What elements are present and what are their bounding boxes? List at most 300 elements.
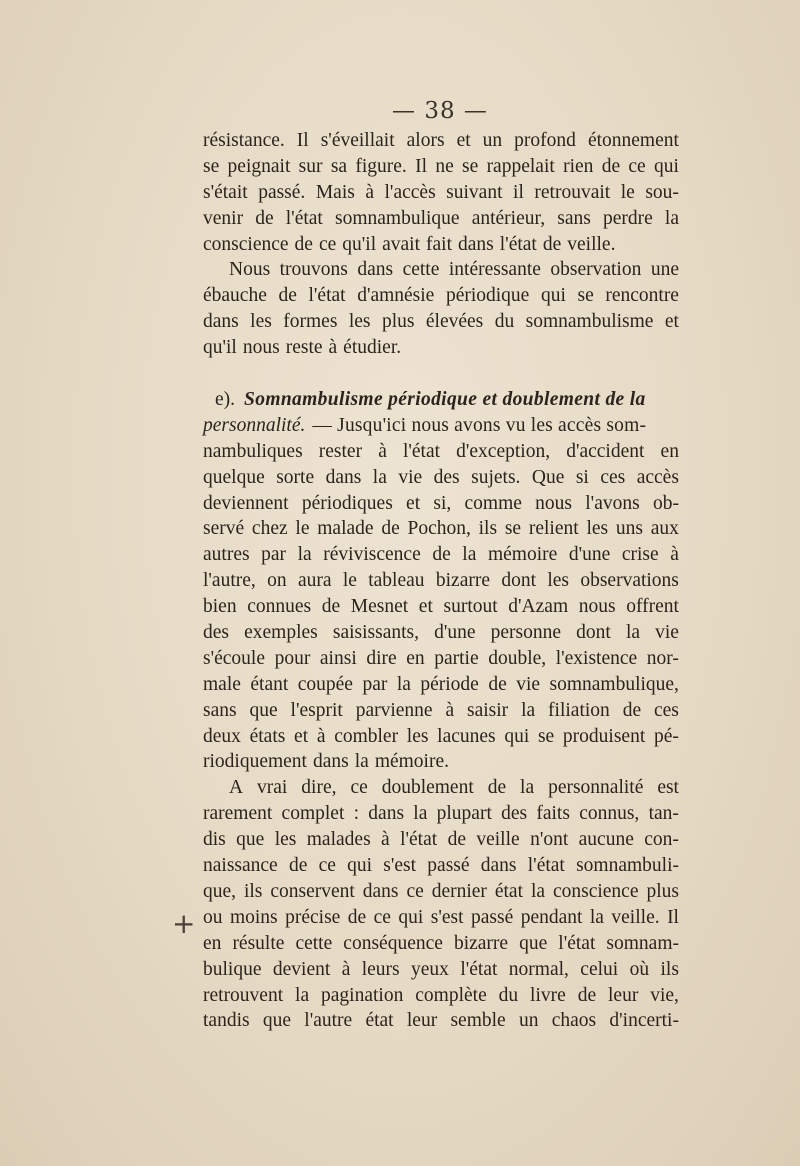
- word: conservent: [270, 880, 355, 902]
- text-line: [203, 957, 679, 983]
- word: doublement: [381, 777, 474, 799]
- word: de: [347, 906, 367, 928]
- word: conscience: [552, 880, 639, 902]
- word: l'état: [308, 285, 346, 307]
- word: partie: [434, 647, 479, 669]
- word: Il: [296, 130, 309, 151]
- paragraph-3: [203, 387, 679, 775]
- word: n'ont: [530, 829, 569, 851]
- word: sa: [330, 155, 348, 177]
- word: étudier.: [343, 337, 402, 359]
- word: on: [267, 570, 287, 592]
- word: de: [432, 544, 451, 566]
- word: parvienne: [355, 699, 433, 721]
- word: perdre: [602, 207, 653, 229]
- word: un: [518, 1010, 539, 1032]
- word: trouvons: [279, 259, 348, 281]
- word: relient: [528, 518, 579, 540]
- body-text: [203, 128, 679, 1034]
- word: d'une: [568, 544, 611, 566]
- word: ce: [628, 155, 646, 177]
- word: chez: [251, 518, 288, 540]
- word: sans: [203, 699, 237, 721]
- word: aux: [650, 518, 679, 540]
- word: fait: [426, 233, 453, 255]
- text-line: [203, 257, 679, 283]
- word: à: [378, 440, 387, 462]
- word: de: [577, 984, 597, 1006]
- word: de: [321, 596, 341, 618]
- word: l'état: [499, 233, 537, 255]
- word: se: [462, 155, 479, 177]
- word: ce: [318, 233, 337, 255]
- word: ils: [243, 880, 263, 902]
- word: rien: [563, 155, 594, 177]
- word: deviennent: [203, 492, 289, 514]
- word: que: [262, 1010, 292, 1032]
- word: état: [494, 880, 523, 902]
- word: que: [249, 699, 278, 721]
- word: observations: [580, 570, 679, 592]
- word: leurs: [361, 958, 400, 980]
- word: coupée: [297, 673, 353, 695]
- text-line: [203, 749, 679, 775]
- word: la: [297, 544, 312, 566]
- word: sorte: [276, 466, 315, 488]
- word: d'exception,: [456, 440, 551, 462]
- section-gap: [203, 361, 679, 387]
- word: Il: [415, 155, 428, 177]
- word: saisir: [467, 699, 509, 721]
- word: dans: [357, 259, 394, 281]
- word: ces: [653, 699, 679, 721]
- word: d'une: [434, 622, 476, 644]
- word: réviviscence: [323, 544, 421, 566]
- word: leur: [406, 1010, 438, 1032]
- word: rester: [318, 440, 363, 462]
- word: il: [513, 181, 524, 203]
- text-line: [203, 905, 679, 931]
- word: retrouvait: [534, 181, 611, 203]
- word: l'autre,: [203, 570, 256, 592]
- word: bizarre: [435, 570, 490, 592]
- word: le: [342, 570, 357, 592]
- word: étonnement: [587, 130, 679, 151]
- word: et: [294, 725, 309, 747]
- word: nous: [535, 492, 573, 514]
- section-heading-line-2: [203, 413, 679, 439]
- word: ce: [350, 777, 368, 799]
- text-line: [203, 931, 679, 957]
- word: résistance.: [203, 130, 285, 151]
- word: en: [660, 440, 679, 462]
- word: s'éveillait: [320, 130, 395, 151]
- word: comme: [464, 492, 522, 514]
- word: se: [537, 725, 555, 747]
- word: qui: [398, 906, 424, 928]
- text-line: [203, 879, 679, 905]
- word: lacunes: [437, 725, 496, 747]
- word: vie: [516, 673, 541, 695]
- text-line: [203, 853, 679, 879]
- word: de: [294, 233, 313, 255]
- word: bulique: [203, 958, 262, 980]
- word: la: [396, 673, 411, 695]
- word: dire: [366, 647, 397, 669]
- word: de: [255, 207, 274, 229]
- word: autres: [203, 544, 250, 566]
- word: où: [629, 958, 650, 980]
- word: sur: [298, 155, 323, 177]
- word: retrouvent: [203, 984, 284, 1006]
- word: de: [601, 155, 621, 177]
- word: riodiquement: [203, 751, 307, 773]
- word: de: [447, 829, 466, 851]
- word: :: [353, 803, 360, 825]
- word: de: [381, 518, 400, 540]
- text-line: [203, 128, 679, 154]
- word: dernier: [431, 880, 487, 902]
- word: la: [664, 207, 679, 229]
- word: complète: [415, 984, 487, 1006]
- word: l'avons: [585, 492, 640, 514]
- word: l'état: [400, 829, 438, 851]
- word: mémoire.: [374, 751, 449, 773]
- word: peignait: [227, 155, 291, 177]
- word: qu'il: [342, 233, 377, 255]
- word: en: [406, 647, 425, 669]
- word: une: [650, 259, 679, 281]
- word: plus: [646, 880, 679, 902]
- word: les: [274, 829, 297, 851]
- word: à: [381, 829, 390, 851]
- word: l'état: [460, 958, 498, 980]
- word: que: [519, 932, 548, 954]
- word: à: [341, 958, 351, 980]
- word: la: [530, 880, 546, 902]
- word: somnam-: [606, 932, 679, 954]
- text-line: [203, 827, 679, 853]
- word: celui: [580, 958, 619, 980]
- word: le: [620, 181, 635, 203]
- word: les: [348, 311, 371, 333]
- word: de: [288, 855, 308, 877]
- word: personne: [490, 622, 562, 644]
- word: ob-: [652, 492, 679, 514]
- word: tandis: [203, 1010, 250, 1032]
- word: nous: [578, 596, 616, 618]
- word: la: [295, 984, 310, 1006]
- word: uns: [615, 518, 643, 540]
- word: Que: [531, 466, 565, 488]
- word: sujets.: [471, 466, 521, 488]
- word: qui: [654, 155, 679, 177]
- word: l'état: [558, 932, 596, 954]
- word: crise: [621, 544, 659, 566]
- word: l'état: [527, 855, 565, 877]
- word: dont: [576, 622, 611, 644]
- word: naissance: [203, 855, 278, 877]
- word: si,: [433, 492, 452, 514]
- word: rappelait: [486, 155, 555, 177]
- word: surtout: [443, 596, 498, 618]
- word: conscience: [203, 233, 289, 255]
- word: con-: [644, 829, 679, 851]
- word: précise: [285, 906, 341, 928]
- word: malade: [317, 518, 374, 540]
- text-line: [203, 180, 679, 206]
- word: observation: [550, 259, 642, 281]
- word: ce: [318, 855, 336, 877]
- word: Pochon,: [407, 518, 471, 540]
- word: chaos: [551, 1010, 597, 1032]
- text-line: [203, 775, 679, 801]
- word: un: [482, 130, 503, 151]
- text-line: [203, 801, 679, 827]
- word: période: [420, 673, 479, 695]
- word: nous: [242, 337, 280, 359]
- word: pour: [274, 647, 311, 669]
- word: l'autre: [304, 1010, 353, 1032]
- word: intéressante: [448, 259, 541, 281]
- word: périodiques: [301, 492, 393, 514]
- word: vie: [398, 466, 423, 488]
- word: veille: [476, 829, 520, 851]
- text-line: [203, 568, 679, 594]
- word: d'Azam: [508, 596, 569, 618]
- word: si: [575, 466, 589, 488]
- word: servé: [203, 518, 245, 540]
- word: d'accident: [566, 440, 645, 462]
- word: plus: [381, 311, 415, 333]
- word: par: [362, 673, 388, 695]
- word: ébauche: [203, 285, 267, 307]
- word: somnambulisme: [525, 311, 654, 333]
- word: somnambuli-: [576, 855, 679, 877]
- word: la: [413, 803, 428, 825]
- text-line: [203, 646, 679, 672]
- word: l'état: [402, 440, 441, 462]
- word: pendant: [520, 906, 583, 928]
- word: que,: [203, 880, 237, 902]
- word: et: [406, 492, 421, 514]
- word: filiation: [548, 699, 610, 721]
- word: passé.: [258, 181, 306, 203]
- word: ces: [600, 466, 626, 488]
- word: connus,: [579, 803, 640, 825]
- word: les: [406, 725, 429, 747]
- text-line: [203, 154, 679, 180]
- word: l'esprit: [290, 699, 343, 721]
- word: et: [456, 130, 471, 151]
- word: rarement: [203, 803, 273, 825]
- word: nor-: [646, 647, 679, 669]
- word: deux: [203, 725, 241, 747]
- word: l'état: [285, 207, 323, 229]
- paragraph-2: [203, 257, 679, 361]
- text-line: [203, 465, 679, 491]
- word: Mais: [315, 181, 355, 203]
- word: yeux: [411, 958, 449, 980]
- word: quelque: [203, 466, 265, 488]
- word: dans: [203, 311, 239, 333]
- word: de: [542, 233, 562, 255]
- word: pé-: [653, 725, 679, 747]
- word: aura: [297, 570, 332, 592]
- word: des: [203, 622, 229, 644]
- word: ou: [203, 906, 223, 928]
- word: de: [622, 699, 642, 721]
- word: dans: [458, 233, 494, 255]
- word: suivant: [446, 181, 503, 203]
- word: du: [498, 984, 519, 1006]
- word: Il: [667, 906, 679, 928]
- word: la: [589, 906, 604, 928]
- word: passé: [470, 906, 514, 928]
- word: normal,: [508, 958, 569, 980]
- word: complet: [281, 803, 345, 825]
- text-line: [203, 335, 679, 361]
- word: ainsi: [319, 647, 357, 669]
- word: cette: [295, 932, 333, 954]
- text-line: [203, 439, 679, 465]
- word: est: [657, 777, 679, 799]
- word: antérieur,: [471, 207, 546, 229]
- word: l'accès: [384, 181, 436, 203]
- word: la: [354, 751, 369, 773]
- word: s'est: [383, 855, 417, 877]
- word: avait: [382, 233, 421, 255]
- word: la: [462, 544, 477, 566]
- word: s'est: [430, 906, 464, 928]
- word: à: [365, 181, 374, 203]
- word: male: [203, 673, 241, 695]
- text-line: [203, 283, 679, 309]
- word: double,: [488, 647, 547, 669]
- word: bien: [203, 596, 237, 618]
- word: veille.: [567, 233, 616, 255]
- word: de: [278, 285, 297, 307]
- word: qu'il: [203, 337, 237, 359]
- page-number: — 38 —: [392, 98, 488, 124]
- section-intro-text: — Jusqu'ici nous avons vu les accès som-: [312, 414, 647, 436]
- paragraph-4: [203, 775, 679, 1034]
- section-title-continued: personnalité.: [203, 414, 306, 436]
- word: qui: [504, 725, 530, 747]
- text-line: [203, 698, 679, 724]
- text-line: [203, 724, 679, 750]
- word: à: [445, 699, 455, 721]
- text-line: [203, 206, 679, 232]
- word: la: [521, 699, 536, 721]
- word: alors: [406, 130, 445, 151]
- word: de: [488, 673, 507, 695]
- word: s'était: [203, 181, 248, 203]
- word: sou-: [645, 181, 679, 203]
- word: A: [229, 777, 244, 799]
- word: semble: [450, 1010, 506, 1032]
- word: venir: [203, 207, 244, 229]
- text-line: [203, 1008, 679, 1034]
- word: d'amnésie: [357, 285, 435, 307]
- word: se: [504, 518, 522, 540]
- word: produisent: [562, 725, 646, 747]
- section-label: e).: [215, 389, 236, 411]
- word: résulte: [232, 932, 285, 954]
- word: vie,: [650, 984, 679, 1006]
- word: en: [203, 932, 222, 954]
- text-line: [203, 672, 679, 698]
- word: dont: [501, 570, 536, 592]
- word: moins: [229, 906, 278, 928]
- word: ce: [406, 880, 424, 902]
- word: rencontre: [605, 285, 679, 307]
- word: nambuliques: [203, 440, 303, 462]
- word: ils: [478, 518, 498, 540]
- word: la: [372, 466, 387, 488]
- word: formes: [283, 311, 338, 333]
- word: malades: [306, 829, 371, 851]
- word: dans: [312, 751, 349, 773]
- word: profond: [514, 130, 576, 151]
- text-line: [203, 594, 679, 620]
- word: accès: [636, 466, 679, 488]
- word: livre: [530, 984, 566, 1006]
- word: Mesnet: [350, 596, 409, 618]
- word: conséquence: [343, 932, 443, 954]
- text-line: [203, 542, 679, 568]
- word: et: [418, 596, 433, 618]
- word: s'écoule: [203, 647, 265, 669]
- word: dans: [368, 803, 405, 825]
- text-line: [203, 983, 679, 1009]
- word: étant: [250, 673, 289, 695]
- word: les: [586, 518, 609, 540]
- word: personnalité: [548, 777, 644, 799]
- word: qui: [347, 855, 373, 877]
- word: à: [670, 544, 679, 566]
- word: veille.: [611, 906, 660, 928]
- word: dis: [203, 829, 226, 851]
- word: passé: [427, 855, 470, 877]
- word: aucune: [578, 829, 634, 851]
- word: ce: [373, 906, 391, 928]
- text-line: [203, 620, 679, 646]
- word: dans: [480, 855, 517, 877]
- word: des: [433, 466, 460, 488]
- word: dans: [362, 880, 399, 902]
- word: par: [261, 544, 287, 566]
- word: reste: [285, 337, 323, 359]
- word: la: [625, 622, 641, 644]
- word: vrai: [257, 777, 288, 799]
- word: des: [501, 803, 528, 825]
- word: connues: [247, 596, 312, 618]
- word: Nous: [229, 259, 271, 281]
- word: périodique: [445, 285, 530, 307]
- word: bizarre: [453, 932, 509, 954]
- word: cette: [402, 259, 440, 281]
- word: offrent: [626, 596, 679, 618]
- word: ne: [435, 155, 454, 177]
- margin-annotation-mark: +: [172, 907, 196, 940]
- word: tableau: [368, 570, 425, 592]
- section-title: Somnambulisme périodique et doublement de la: [244, 389, 646, 411]
- word: que: [236, 829, 265, 851]
- word: dans: [325, 466, 362, 488]
- word: les: [547, 570, 569, 592]
- word: et: [664, 311, 679, 333]
